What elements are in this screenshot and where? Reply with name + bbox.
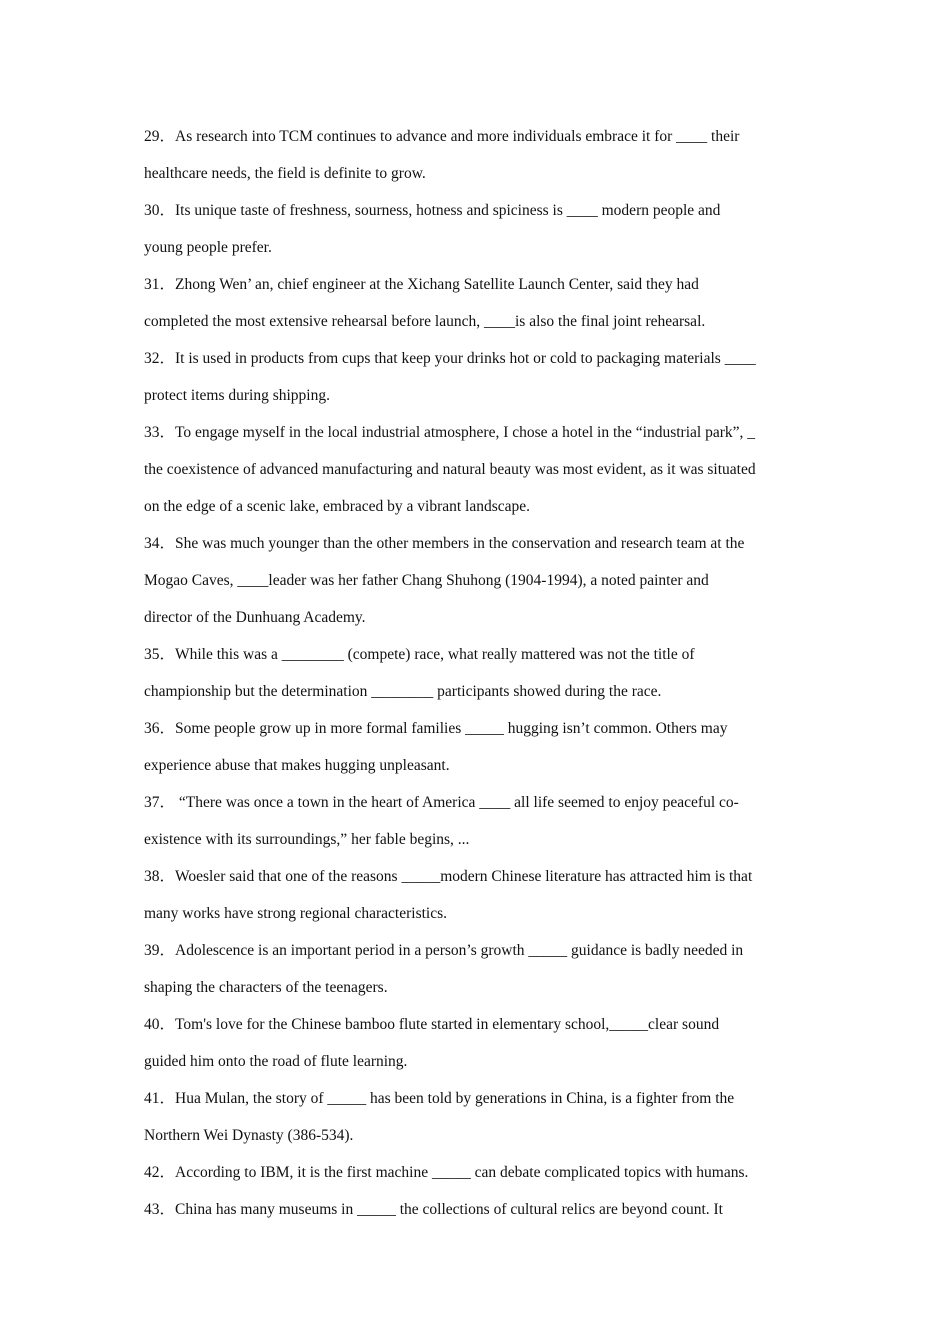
question-text-line: shaping the characters of the teenagers. (144, 979, 388, 996)
question-text-line: experience abuse that makes hugging unpleasant. (144, 757, 450, 774)
question-33 (144, 414, 808, 525)
question-text-line: completed the most extensive rehearsal before launch, ____is also the final joint rehearsal. (144, 313, 706, 330)
question-text-line: healthcare needs, the field is definite to grow. (144, 165, 426, 182)
question-29 (144, 118, 808, 192)
question-text-line: the coexistence of advanced manufacturing and natural beauty was most evident, as it was situated (144, 461, 756, 478)
question-text-first-line: 30．Its unique taste of freshness, sourness, hotness and spiciness is ____ modern people and (144, 202, 721, 219)
question-41 (144, 1080, 808, 1154)
question-36 (144, 710, 808, 784)
question-text-line: many works have strong regional characteristics. (144, 905, 448, 922)
question-text-line: young people prefer. (144, 239, 272, 256)
question-text-line: on the edge of a scenic lake, embraced by a vibrant landscape. (144, 498, 531, 515)
question-text-first-line: 41．Hua Mulan, the story of _____ has been told by generations in China, is a fighter from the (144, 1090, 735, 1107)
question-30 (144, 192, 808, 266)
question-32 (144, 340, 808, 414)
question-text-first-line: 36．Some people grow up in more formal families _____ hugging isn’t common. Others may (144, 720, 728, 737)
question-text-first-line: 42．According to IBM, it is the first machine _____ can debate complicated topics with humans. (144, 1164, 749, 1181)
question-text-first-line: 35．While this was a ________ (compete) race, what really mattered was not the title of (144, 646, 695, 663)
question-text-line: protect items during shipping. (144, 387, 330, 404)
question-text-line: existence with its surroundings,” her fable begins, ... (144, 831, 470, 848)
question-text-line: guided him onto the road of flute learning. (144, 1053, 408, 1070)
question-text-line: Northern Wei Dynasty (386-534). (144, 1127, 354, 1144)
question-text-line: Mogao Caves, ____leader was her father Chang Shuhong (1904-1994), a noted painter and (144, 572, 709, 589)
question-text-first-line: 32．It is used in products from cups that keep your drinks hot or cold to packaging materials ____ (144, 350, 756, 367)
question-text-line: championship but the determination ________ participants showed during the race. (144, 683, 662, 700)
question-37 (144, 784, 808, 858)
question-42 (144, 1154, 808, 1191)
question-text-first-line: 38．Woesler said that one of the reasons _____modern Chinese literature has attracted him is that (144, 868, 753, 885)
question-list (144, 118, 808, 1228)
question-text-first-line: 31．Zhong Wen’ an, chief engineer at the Xichang Satellite Launch Center, said they had (144, 276, 699, 293)
question-text-first-line: 43．China has many museums in _____ the collections of cultural relics are beyond count. It (144, 1201, 723, 1218)
question-43 (144, 1191, 808, 1228)
question-text-first-line: 37． “There was once a town in the heart of America ____ all life seemed to enjoy peaceful co- (144, 794, 739, 811)
question-text-first-line: 34．She was much younger than the other members in the conservation and research team at the (144, 535, 745, 552)
question-34 (144, 525, 808, 636)
question-31 (144, 266, 808, 340)
question-38 (144, 858, 808, 932)
question-text-first-line: 33．To engage myself in the local industrial atmosphere, I chose a hotel in the “industrial park”, _ (144, 424, 755, 441)
question-text-first-line: 40．Tom's love for the Chinese bamboo flute started in elementary school,_____clear sound (144, 1016, 720, 1033)
question-39 (144, 932, 808, 1006)
question-text-first-line: 39．Adolescence is an important period in a person’s growth _____ guidance is badly needed in (144, 942, 744, 959)
question-40 (144, 1006, 808, 1080)
question-text-line: director of the Dunhuang Academy. (144, 609, 366, 626)
question-text-first-line: 29．As research into TCM continues to advance and more individuals embrace it for ____ their (144, 128, 740, 145)
question-35 (144, 636, 808, 710)
